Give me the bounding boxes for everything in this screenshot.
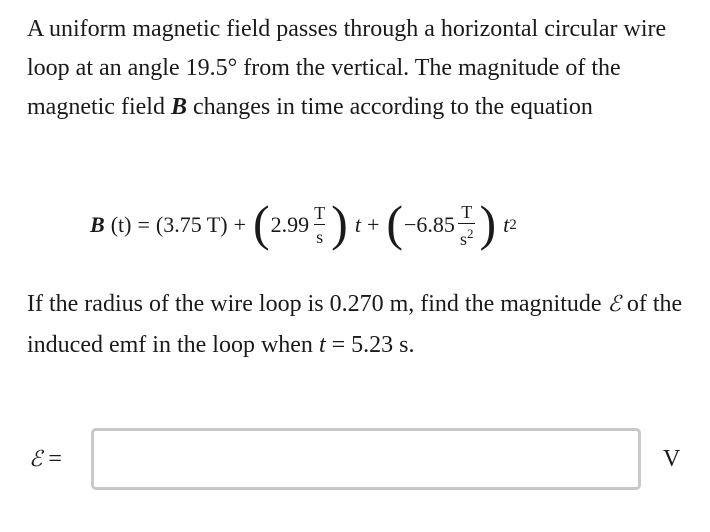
intro-text-2: changes in time according to the equation xyxy=(186,94,593,120)
field-variable: B xyxy=(170,94,187,120)
eq-unit2-num: T xyxy=(314,203,326,223)
question-text xyxy=(27,284,692,365)
answer-equals: = xyxy=(48,446,62,472)
question-statement xyxy=(27,284,692,365)
question-text-2: of the induced emf in the loop when xyxy=(27,291,683,358)
answer-emf-symbol: ℰ xyxy=(29,447,43,472)
question-text-3: = 5.23 s. xyxy=(325,332,415,358)
eq-plus-1: + xyxy=(233,212,246,237)
answer-label xyxy=(29,446,62,473)
eq-t-var-2: t xyxy=(503,212,510,237)
eq-paren-open-1: ( xyxy=(253,195,270,251)
eq-unit3-fraction xyxy=(458,203,476,248)
eq-unit3-den xyxy=(458,223,476,248)
eq-paren-open-2: ( xyxy=(386,195,404,251)
eq-term1: (3.75 T) xyxy=(155,212,228,237)
eq-unit2-fraction xyxy=(312,204,327,246)
emf-answer-input[interactable] xyxy=(91,428,641,490)
problem-statement xyxy=(27,10,692,127)
eq-equals: = xyxy=(137,212,150,237)
eq-lhs-var: B xyxy=(90,212,105,237)
eq-unit3-den-base: s xyxy=(459,228,467,249)
eq-paren-close-2: ) xyxy=(479,195,497,251)
eq-t-var-1: t xyxy=(354,212,361,237)
eq-unit3-num: T xyxy=(461,201,473,222)
answer-row xyxy=(27,428,697,496)
eq-t-exp: 2 xyxy=(509,216,517,233)
time-variable: t xyxy=(318,332,326,358)
field-equation xyxy=(90,190,517,260)
problem-intro xyxy=(27,10,692,127)
question-text-1: If the radius of the wire loop is 0.270 m, find the magnitude xyxy=(27,291,608,317)
intro-text-1: A uniform magnetic field passes through a horizontal circular wire loop at an angle 19.5° from the vertical. The magnitude of the magnetic field xyxy=(27,16,667,120)
eq-unit2-den: s xyxy=(314,224,325,246)
eq-lhs-arg: (t) xyxy=(110,212,132,237)
eq-unit3-den-exp: 2 xyxy=(466,225,474,241)
emf-symbol: ℰ xyxy=(607,292,621,317)
answer-unit: V xyxy=(663,446,681,472)
eq-coef3: −6.85 xyxy=(404,212,455,237)
eq-plus-2: + xyxy=(366,212,380,237)
eq-paren-close-1: ) xyxy=(331,195,348,251)
eq-coef2: 2.99 xyxy=(270,212,310,237)
